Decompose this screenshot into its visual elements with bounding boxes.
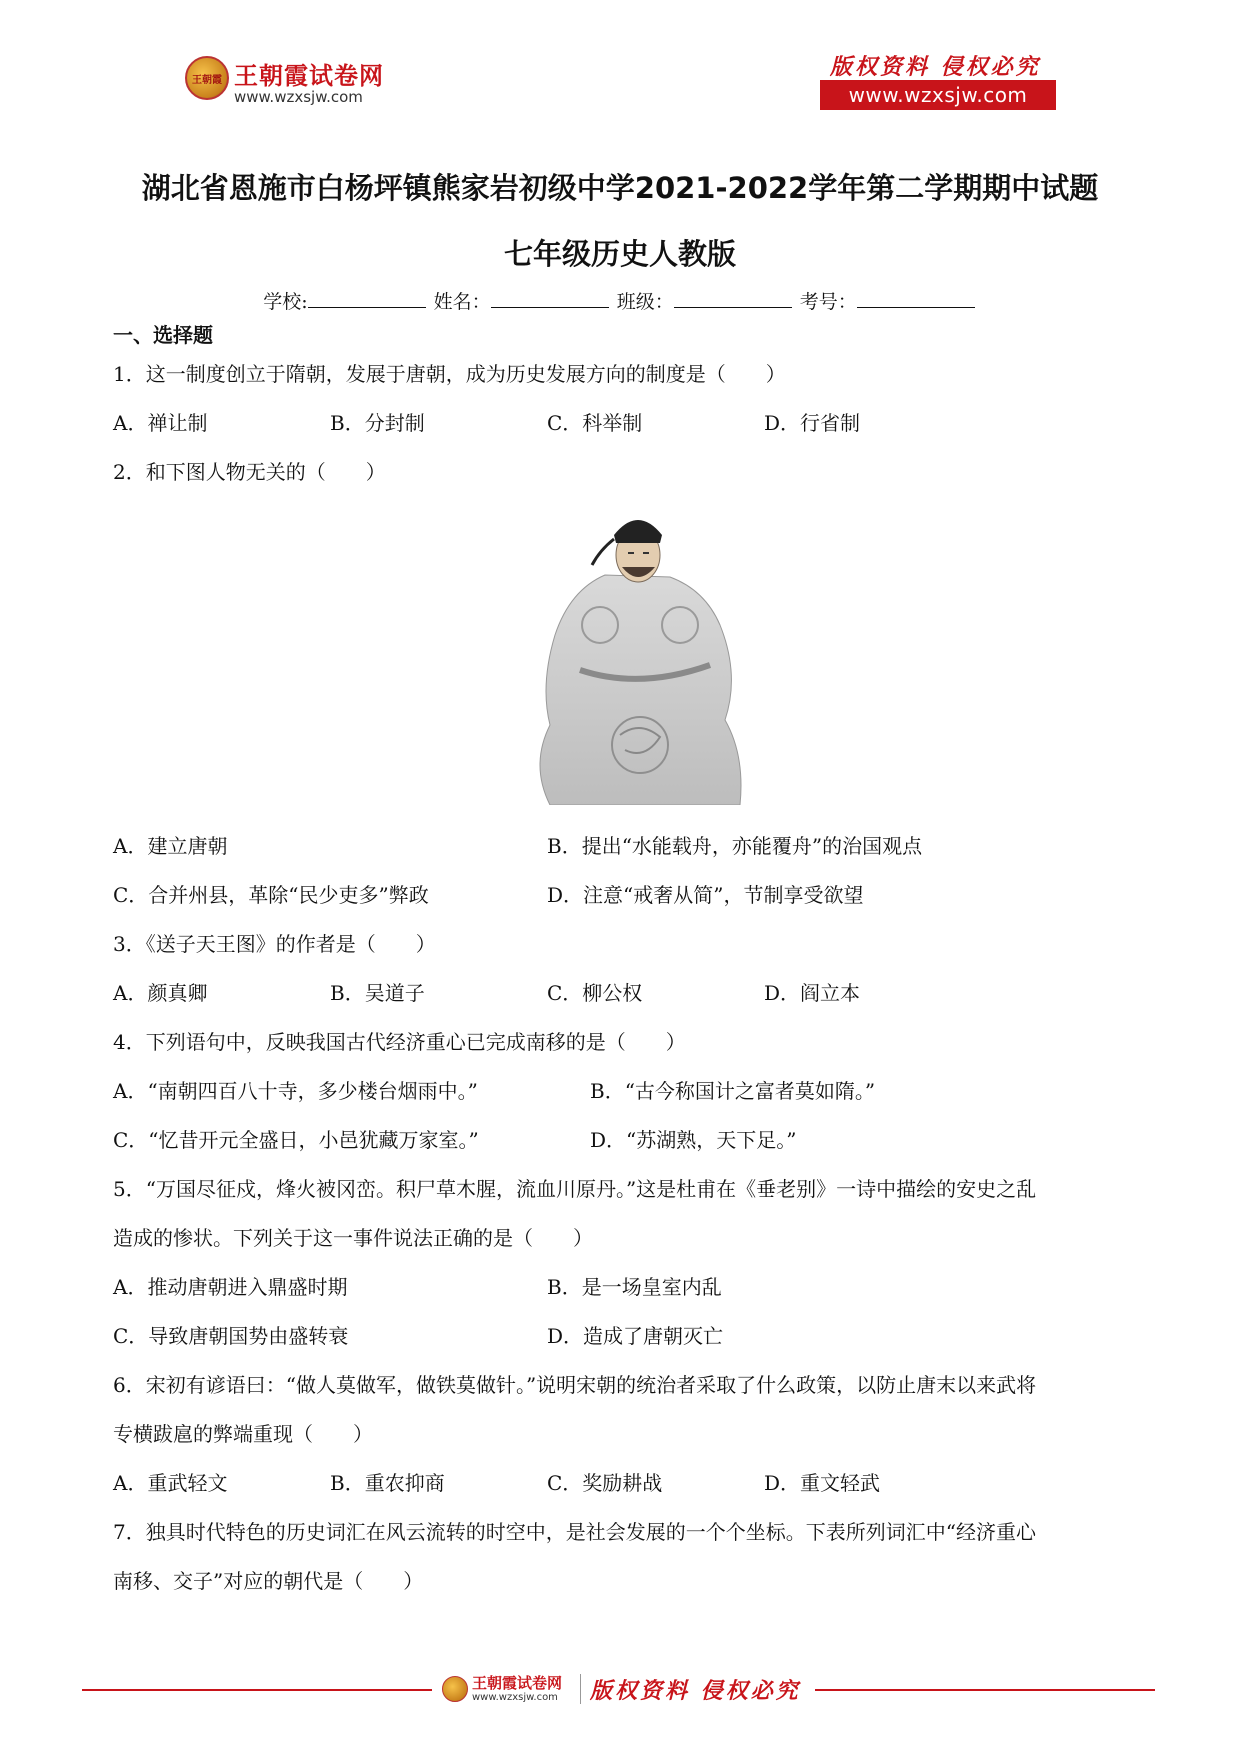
question-3: 3．《送子天王图》的作者是（ ）: [113, 932, 436, 956]
footer-logo-url: www.wzxsjw.com: [472, 1692, 558, 1703]
q3-option-d: D．阎立本: [764, 981, 861, 1005]
question-2: 2．和下图人物无关的（ ）: [113, 460, 386, 484]
q5-option-c: C．导致唐朝国势由盛转衰: [113, 1324, 349, 1348]
question-5-line-1: 5．“万国尽征戍，烽火被冈峦。积尸草木腥，流血川原丹。”这是杜甫在《垂老别》一诗中描绘的安史之乱: [113, 1177, 1037, 1201]
question-6-line-1: 6．宋初有谚语曰：“做人莫做军，做铁莫做针。”说明宋朝的统治者采取了什么政策，以防止唐末以来武将: [113, 1373, 1037, 1397]
q4-option-b: B．“古今称国计之富者莫如隋。”: [590, 1079, 876, 1103]
q2-option-a: A．建立唐朝: [113, 834, 228, 858]
school-blank: [308, 289, 426, 308]
page-subtitle: 七年级历史人教版: [503, 237, 736, 271]
q2-option-d: D．注意“戒奢从简”，节制享受欲望: [547, 883, 864, 907]
page-title: 湖北省恩施市白杨坪镇熊家岩初级中学2021-2022学年第二学期期中试题: [141, 171, 1099, 205]
footer-separator: [580, 1674, 581, 1704]
logo-url: www.wzxsjw.com: [234, 88, 363, 106]
q6-option-d: D．重文轻武: [764, 1471, 881, 1495]
school-label: 学校:: [263, 291, 308, 313]
q4-option-c: C．“忆昔开元全盛日，小邑犹藏万家室。”: [113, 1128, 479, 1152]
url-banner: www.wzxsjw.com: [820, 80, 1056, 110]
question-1: 1．这一制度创立于隋朝，发展于唐朝，成为历史发展方向的制度是（ ）: [113, 362, 786, 386]
class-blank: [674, 289, 792, 308]
section-heading: 一、选择题: [113, 323, 213, 347]
q6-option-b: B．重农抑商: [330, 1471, 445, 1495]
q1-option-b: B．分封制: [330, 411, 425, 435]
q4-option-a: A．“南朝四百八十寺，多少楼台烟雨中。”: [113, 1079, 478, 1103]
class-label: 班级：: [616, 291, 674, 313]
q2-option-c: C．合并州县，革除“民少吏多”弊政: [113, 883, 429, 907]
question-7-line-2: 南移、交子”对应的朝代是（ ）: [113, 1569, 424, 1593]
footer-logo-icon: [442, 1676, 468, 1702]
q3-option-b: B．吴道子: [330, 981, 425, 1005]
copyright-notice: 版权资料 侵权必究: [830, 54, 1041, 80]
logo-badge-icon: 王朝霞: [185, 56, 229, 100]
q3-option-c: C．柳公权: [547, 981, 643, 1005]
footer-divider-left: [82, 1689, 432, 1691]
emperor-portrait-image: [510, 505, 770, 805]
exam-no-label: 考号：: [799, 291, 857, 313]
q5-option-a: A．推动唐朝进入鼎盛时期: [113, 1275, 348, 1299]
q2-option-b: B．提出“水能载舟，亦能覆舟”的治国观点: [547, 834, 923, 858]
q4-option-d: D．“苏湖熟，天下足。”: [590, 1128, 797, 1152]
question-5-line-2: 造成的惨状。下列关于这一事件说法正确的是（ ）: [113, 1226, 593, 1250]
q6-option-a: A．重武轻文: [113, 1471, 228, 1495]
question-6-line-2: 专横跋扈的弊端重现（ ）: [113, 1422, 373, 1446]
q5-option-d: D．造成了唐朝灭亡: [547, 1324, 724, 1348]
question-4: 4．下列语句中，反映我国古代经济重心已完成南移的是（ ）: [113, 1030, 686, 1054]
logo-name: 王朝霞试卷网: [234, 62, 384, 90]
exam-no-blank: [857, 289, 975, 308]
q1-option-a: A．禅让制: [113, 411, 208, 435]
footer-divider-right: [815, 1689, 1155, 1691]
footer-logo-name: 王朝霞试卷网: [472, 1674, 563, 1692]
footer-copyright: 版权资料 侵权必究: [590, 1678, 801, 1704]
q3-option-a: A．颜真卿: [113, 981, 208, 1005]
q1-option-c: C．科举制: [547, 411, 643, 435]
q6-option-c: C．奖励耕战: [547, 1471, 663, 1495]
q1-option-d: D．行省制: [764, 411, 861, 435]
q5-option-b: B．是一场皇室内乱: [547, 1275, 722, 1299]
student-info-line: [0, 287, 1240, 314]
name-label: 姓名：: [433, 291, 491, 313]
question-7-line-1: 7．独具时代特色的历史词汇在风云流转的时空中，是社会发展的一个个坐标。下表所列词汇中“经济重心: [113, 1520, 1036, 1544]
name-blank: [491, 289, 609, 308]
